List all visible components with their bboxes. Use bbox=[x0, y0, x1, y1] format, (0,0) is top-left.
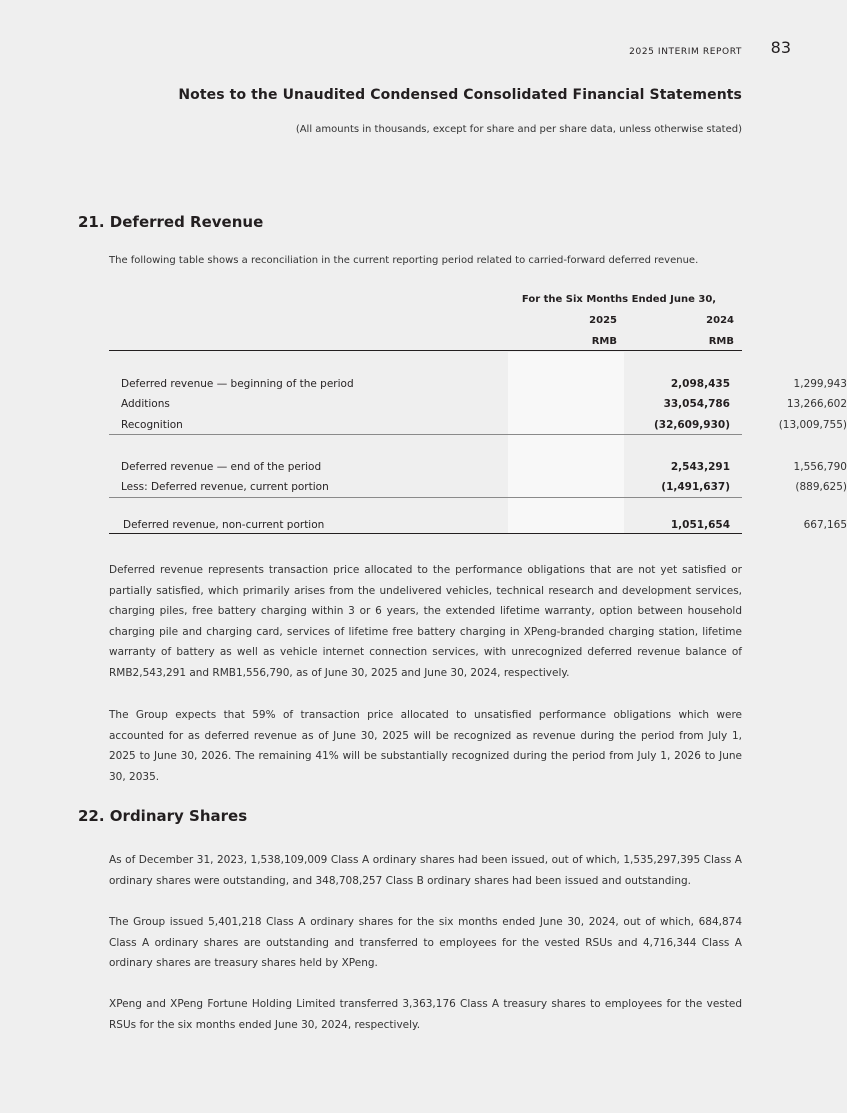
table-row bbox=[109, 398, 847, 416]
table-row bbox=[109, 519, 847, 537]
period-header: For the Six Months Ended June 30, bbox=[521, 294, 717, 305]
row-label: Deferred revenue — beginning of the period bbox=[121, 378, 354, 390]
row-value-2025: (1,491,637) bbox=[661, 481, 730, 493]
subtotal-rule bbox=[109, 434, 742, 435]
row-label: Less: Deferred revenue, current portion bbox=[121, 481, 329, 493]
section-21-paragraph-2: The Group expects that 59% of transaction price allocated to unsatisfied performance obligations which were accounted for as deferred revenue as of June 30, 2025 will be recognized as revenue during the period from July 1, 2025 to June 30, 2026. The remaining 41% will be substantially recognized during the period from July 1, 2026 to June 30, 2035. bbox=[109, 709, 742, 783]
row-value-2024: 1,299,943 bbox=[793, 378, 847, 390]
section-22-heading: 22. Ordinary Shares bbox=[78, 807, 248, 825]
row-value-2024: 1,556,790 bbox=[793, 461, 847, 473]
row-value-2024: (889,625) bbox=[795, 481, 847, 493]
section-21-paragraph-1: Deferred revenue represents transaction price allocated to the performance obligations that are not yet satisfied or partially satisfied, which primarily arises from the undelivered vehicles, technical research and development services, charging piles, free battery charging within 3 or 6 years, the extended lifetime warranty, option between household charging pile and charging card, services of lifetime free battery charging in XPeng-branded charging station, lifetime warranty of battery as well as vehicle internet connection services, with unrecognized deferred revenue balance of RMB2,543,291 and RMB1,556,790, as of June 30, 2025 and June 30, 2024, respectively. bbox=[109, 564, 742, 679]
row-label: Deferred revenue — end of the period bbox=[121, 461, 322, 473]
row-label: Recognition bbox=[121, 419, 183, 431]
section-21-intro: The following table shows a reconciliation in the current reporting period related to carried-forward deferred revenue. bbox=[109, 255, 699, 266]
section-21-heading: 21. Deferred Revenue bbox=[78, 213, 264, 231]
section-22-paragraph-1: As of December 31, 2023, 1,538,109,009 Class A ordinary shares had been issued, out of which, 1,535,297,395 Class A ordinary shares were outstanding, and 348,708,257 Class B ordinary shares had been issued and outstanding. bbox=[109, 854, 742, 887]
row-value-2025: 1,051,654 bbox=[670, 519, 730, 531]
table-row bbox=[109, 461, 847, 479]
page-number: 83 bbox=[770, 38, 791, 57]
row-value-2025: 33,054,786 bbox=[663, 398, 730, 410]
report-label: 2025 INTERIM REPORT bbox=[629, 47, 742, 57]
table-header-rule bbox=[109, 350, 742, 351]
col-2024-currency: RMB bbox=[708, 336, 734, 347]
row-value-2024: 667,165 bbox=[803, 519, 847, 531]
row-value-2024: (13,009,755) bbox=[778, 419, 847, 431]
subtotal-rule bbox=[109, 497, 742, 498]
notes-subtitle: (All amounts in thousands, except for share and per share data, unless otherwise stated) bbox=[295, 124, 742, 135]
notes-title: Notes to the Unaudited Condensed Consolidated Financial Statements bbox=[178, 87, 742, 103]
row-value-2025: 2,098,435 bbox=[670, 378, 730, 390]
section-22-paragraph-3: XPeng and XPeng Fortune Holding Limited transferred 3,363,176 Class A treasury shares to employees for the vested RSUs for the six months ended June 30, 2024, respectively. bbox=[109, 998, 742, 1031]
col-2024-header: 2024 bbox=[706, 315, 734, 326]
row-value-2024: 13,266,602 bbox=[786, 398, 847, 410]
table-bottom-rule bbox=[109, 533, 742, 534]
table-row bbox=[109, 378, 847, 396]
row-value-2025: (32,609,930) bbox=[653, 419, 730, 431]
row-label: Deferred revenue, non-current portion bbox=[123, 519, 325, 531]
col-2025-header: 2025 bbox=[589, 315, 617, 326]
row-value-2025: 2,543,291 bbox=[670, 461, 730, 473]
row-label: Additions bbox=[121, 398, 170, 410]
col-2025-currency: RMB bbox=[591, 336, 617, 347]
section-22-paragraph-2: The Group issued 5,401,218 Class A ordinary shares for the six months ended June 30, 2024, out of which, 684,874 Class A ordinary shares are outstanding and transferred to employees for the vested RSUs and 4,716,344 Class A ordinary shares are treasury shares held by XPeng. bbox=[109, 916, 742, 970]
